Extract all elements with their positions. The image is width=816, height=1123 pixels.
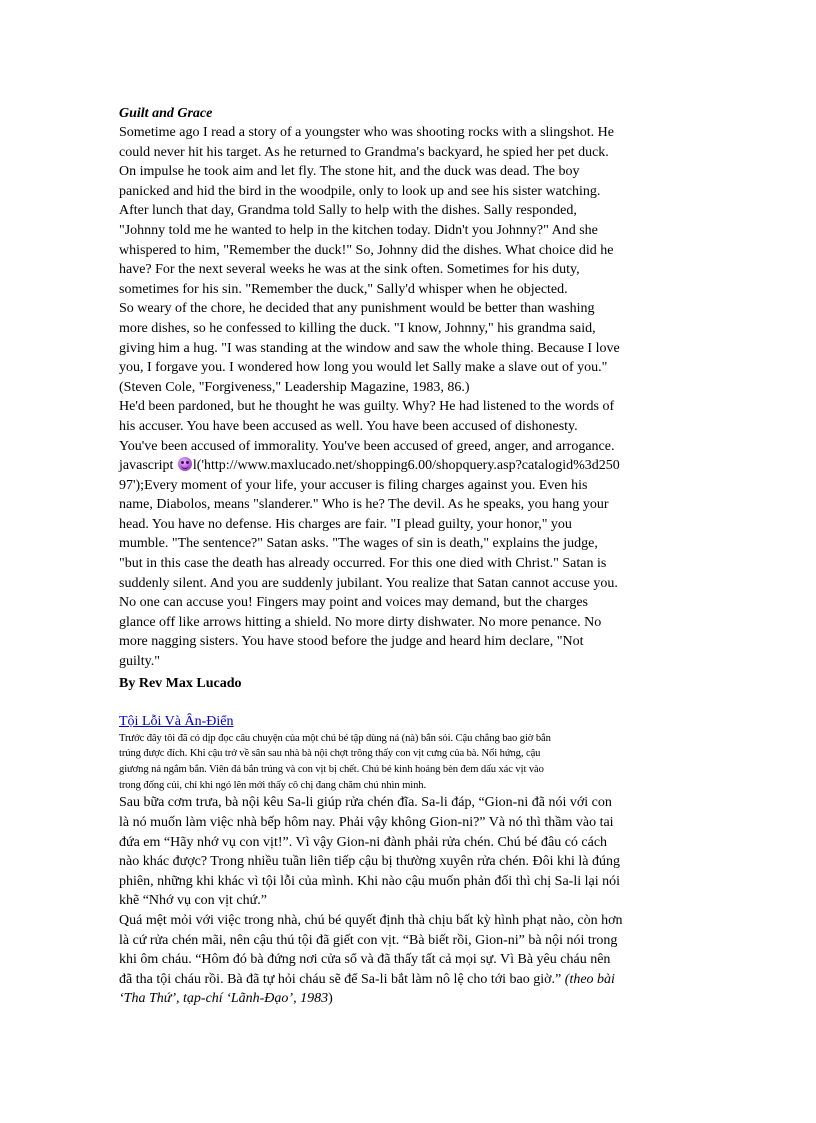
text-line: So weary of the chore, he decided that any punishment would be better than washing — [119, 301, 595, 317]
citation-text: ‘Tha Thứ’, tạp-chí ‘Lãnh-Đạo’, 1983 — [119, 991, 329, 1007]
text-line: mumble. "The sentence?" Satan asks. "The wages of sin is death," explains the judge, — [119, 536, 598, 552]
text-line-with-citation — [119, 970, 694, 990]
text-line: Sometime ago I read a story of a youngster who was shooting rocks with a slingshot. He — [119, 125, 614, 140]
text-line: trúng được đích. Khi cậu trở về sân sau nhà bà nội chợt trông thấy con vịt cưng của bà. Nổi hứng, cậu — [119, 748, 541, 760]
text-line: sometimes for his sin. "Remember the duck," Sally'd whisper when he objected. — [119, 281, 568, 297]
text-line: khẽ “Nhớ vụ con vịt chứ.” — [119, 893, 267, 909]
text-line: trong đống củi, chỉ khi ngó lên mới thấy cô chị đang chăm chú nhìn mình. — [119, 779, 427, 791]
vietnamese-story — [119, 793, 694, 1009]
text-line: No one can accuse you! Fingers may point and voices may demand, but the charges — [119, 595, 588, 611]
text-line: là cứ rửa chén mãi, nên cậu thú tội đã giết con vịt. “Bà biết rồi, Gion-ni” bà nội nói trong — [119, 932, 618, 948]
text-line: là nó muốn làm việc nhà bếp hôm nay. Phải vậy không Gion-ni?” Và nó thì thầm vào tai — [119, 815, 614, 831]
text-line: After lunch that day, Grandma told Sally to help with the dishes. Sally responded, — [119, 203, 577, 219]
smiley-face-icon — [178, 457, 192, 471]
text-segment: đã tha tội cháu rồi. Bà đã tự hỏi cháu sẽ để Sa-li bắt làm nô lệ cho tới bao giờ.” — [119, 971, 565, 987]
text-line: guilty." — [119, 654, 160, 670]
text-line: phiên, những khi khác vì tội lỗi của mình. Khi nào cậu muốn phản đối thì chị Sa-li lại nói — [119, 873, 621, 889]
text-line: (Steven Cole, "Forgiveness," Leadership Magazine, 1983, 86.) — [119, 379, 470, 395]
vietnamese-intro — [119, 731, 694, 794]
text-line: more dishes, so he confessed to killing the duck. "I know, Johnny," his grandma said, — [119, 320, 596, 336]
text-line: you, I forgave you. I wondered how long you would let Sally make a slave out of you." — [119, 360, 608, 376]
text-line: "Johnny told me he wanted to help in the kitchen today. Didn't you Johnny?" And she — [119, 222, 598, 238]
text-line: name, Diabolos, means "slanderer." Who is he? The devil. As he speaks, you hang your — [119, 497, 609, 513]
text-line: giương ná ngắm bắn. Viên đá bắn trúng và con vịt bị chết. Chú bé kinh hoảng bèn đem dấu xác vịt vào — [119, 764, 544, 776]
text-line: could never hit his target. As he returned to Grandma's backyard, he spied her pet duck. — [119, 144, 609, 160]
text-line: head. You have no defense. His charges are fair. "I plead guilty, your honor," you — [119, 516, 572, 532]
text-line: đứa em “Hãy nhớ vụ con vịt!”. Vì vậy Gion-ni đành phải rửa chén. Chú bé đâu có cách — [119, 834, 608, 850]
vietnamese-title-link[interactable]: Tội Lỗi Và Ân-Điển — [119, 713, 234, 729]
text-line: giving him a hug. "I was standing at the window and saw the whole thing. Because I love — [119, 340, 620, 356]
citation-close: ) — [328, 991, 333, 1007]
javascript-prefix: javascript — [119, 458, 177, 474]
author-byline: By Rev Max Lucado — [119, 675, 242, 691]
text-line: khi ôm cháu. “Hôm đó bà đứng nơi cửa sổ và đã thấy tất cả mọi sự. Vì Bà yêu cháu nên — [119, 952, 611, 968]
citation-start: (theo bài — [564, 971, 615, 987]
text-line: Quá mệt mỏi với việc trong nhà, chú bé quyết định thà chịu bất kỳ hình phạt nào, còn hơn — [119, 913, 623, 928]
text-line: his accuser. You have been accused as well. You have been accused of dishonesty. — [119, 418, 578, 434]
text-line: On impulse he took aim and let fly. The stone hit, and the duck was dead. The boy — [119, 164, 580, 180]
smiley-mouth — [181, 464, 189, 469]
text-line: whispered to him, "Remember the duck!" So, Johnny did the dishes. What choice did he — [119, 242, 614, 258]
text-line: Trước đây tôi đã có dịp đọc câu chuyện của một chú bé tập dùng ná (nà) bắn sỏi. Cậu chẳng bao giờ bắn — [119, 732, 551, 744]
document-page — [119, 100, 694, 1009]
text-line: have? For the next several weeks he was at the sink often. Sometimes for his duty, — [119, 262, 580, 278]
text-line: suddenly silent. And you are suddenly jubilant. You realize that Satan cannot accuse you. — [119, 575, 618, 591]
article-title: Guilt and Grace — [119, 106, 213, 121]
text-line: 97');Every moment of your life, your accuser is filing charges against you. Even his — [119, 477, 588, 493]
text-line: "but in this case the death has already occurred. For this one died with Christ." Satan is — [119, 556, 607, 572]
text-line: Sau bữa cơm trưa, bà nội kêu Sa-li giúp rửa chén đĩa. Sa-li đáp, “Gion-ni đã nói với con — [119, 795, 612, 811]
text-line: He'd been pardoned, but he thought he was guilty. Why? He had listened to the words of — [119, 399, 615, 415]
text-line: glance off like arrows hitting a shield. No more dirty dishwater. No more penance. No — [119, 614, 602, 630]
text-line: You've been accused of immorality. You've been accused of greed, anger, and arrogance. — [119, 438, 615, 454]
english-story-part-1 — [119, 123, 694, 672]
citation-line — [119, 989, 694, 1009]
text-line: more nagging sisters. You have stood before the judge and heard him declare, "Not — [119, 634, 584, 650]
text-line: panicked and hid the bird in the woodpile, only to look up and see his sister watching. — [119, 183, 601, 199]
text-line: nào khác được? Trong nhiều tuần liên tiếp cậu bị thường xuyên rửa chén. Đôi khi là đúng — [119, 854, 621, 870]
javascript-url: l('http://www.maxlucado.net/shopping6.00/shopquery.asp?catalogid%3d250 — [192, 458, 620, 474]
javascript-line — [119, 456, 694, 476]
